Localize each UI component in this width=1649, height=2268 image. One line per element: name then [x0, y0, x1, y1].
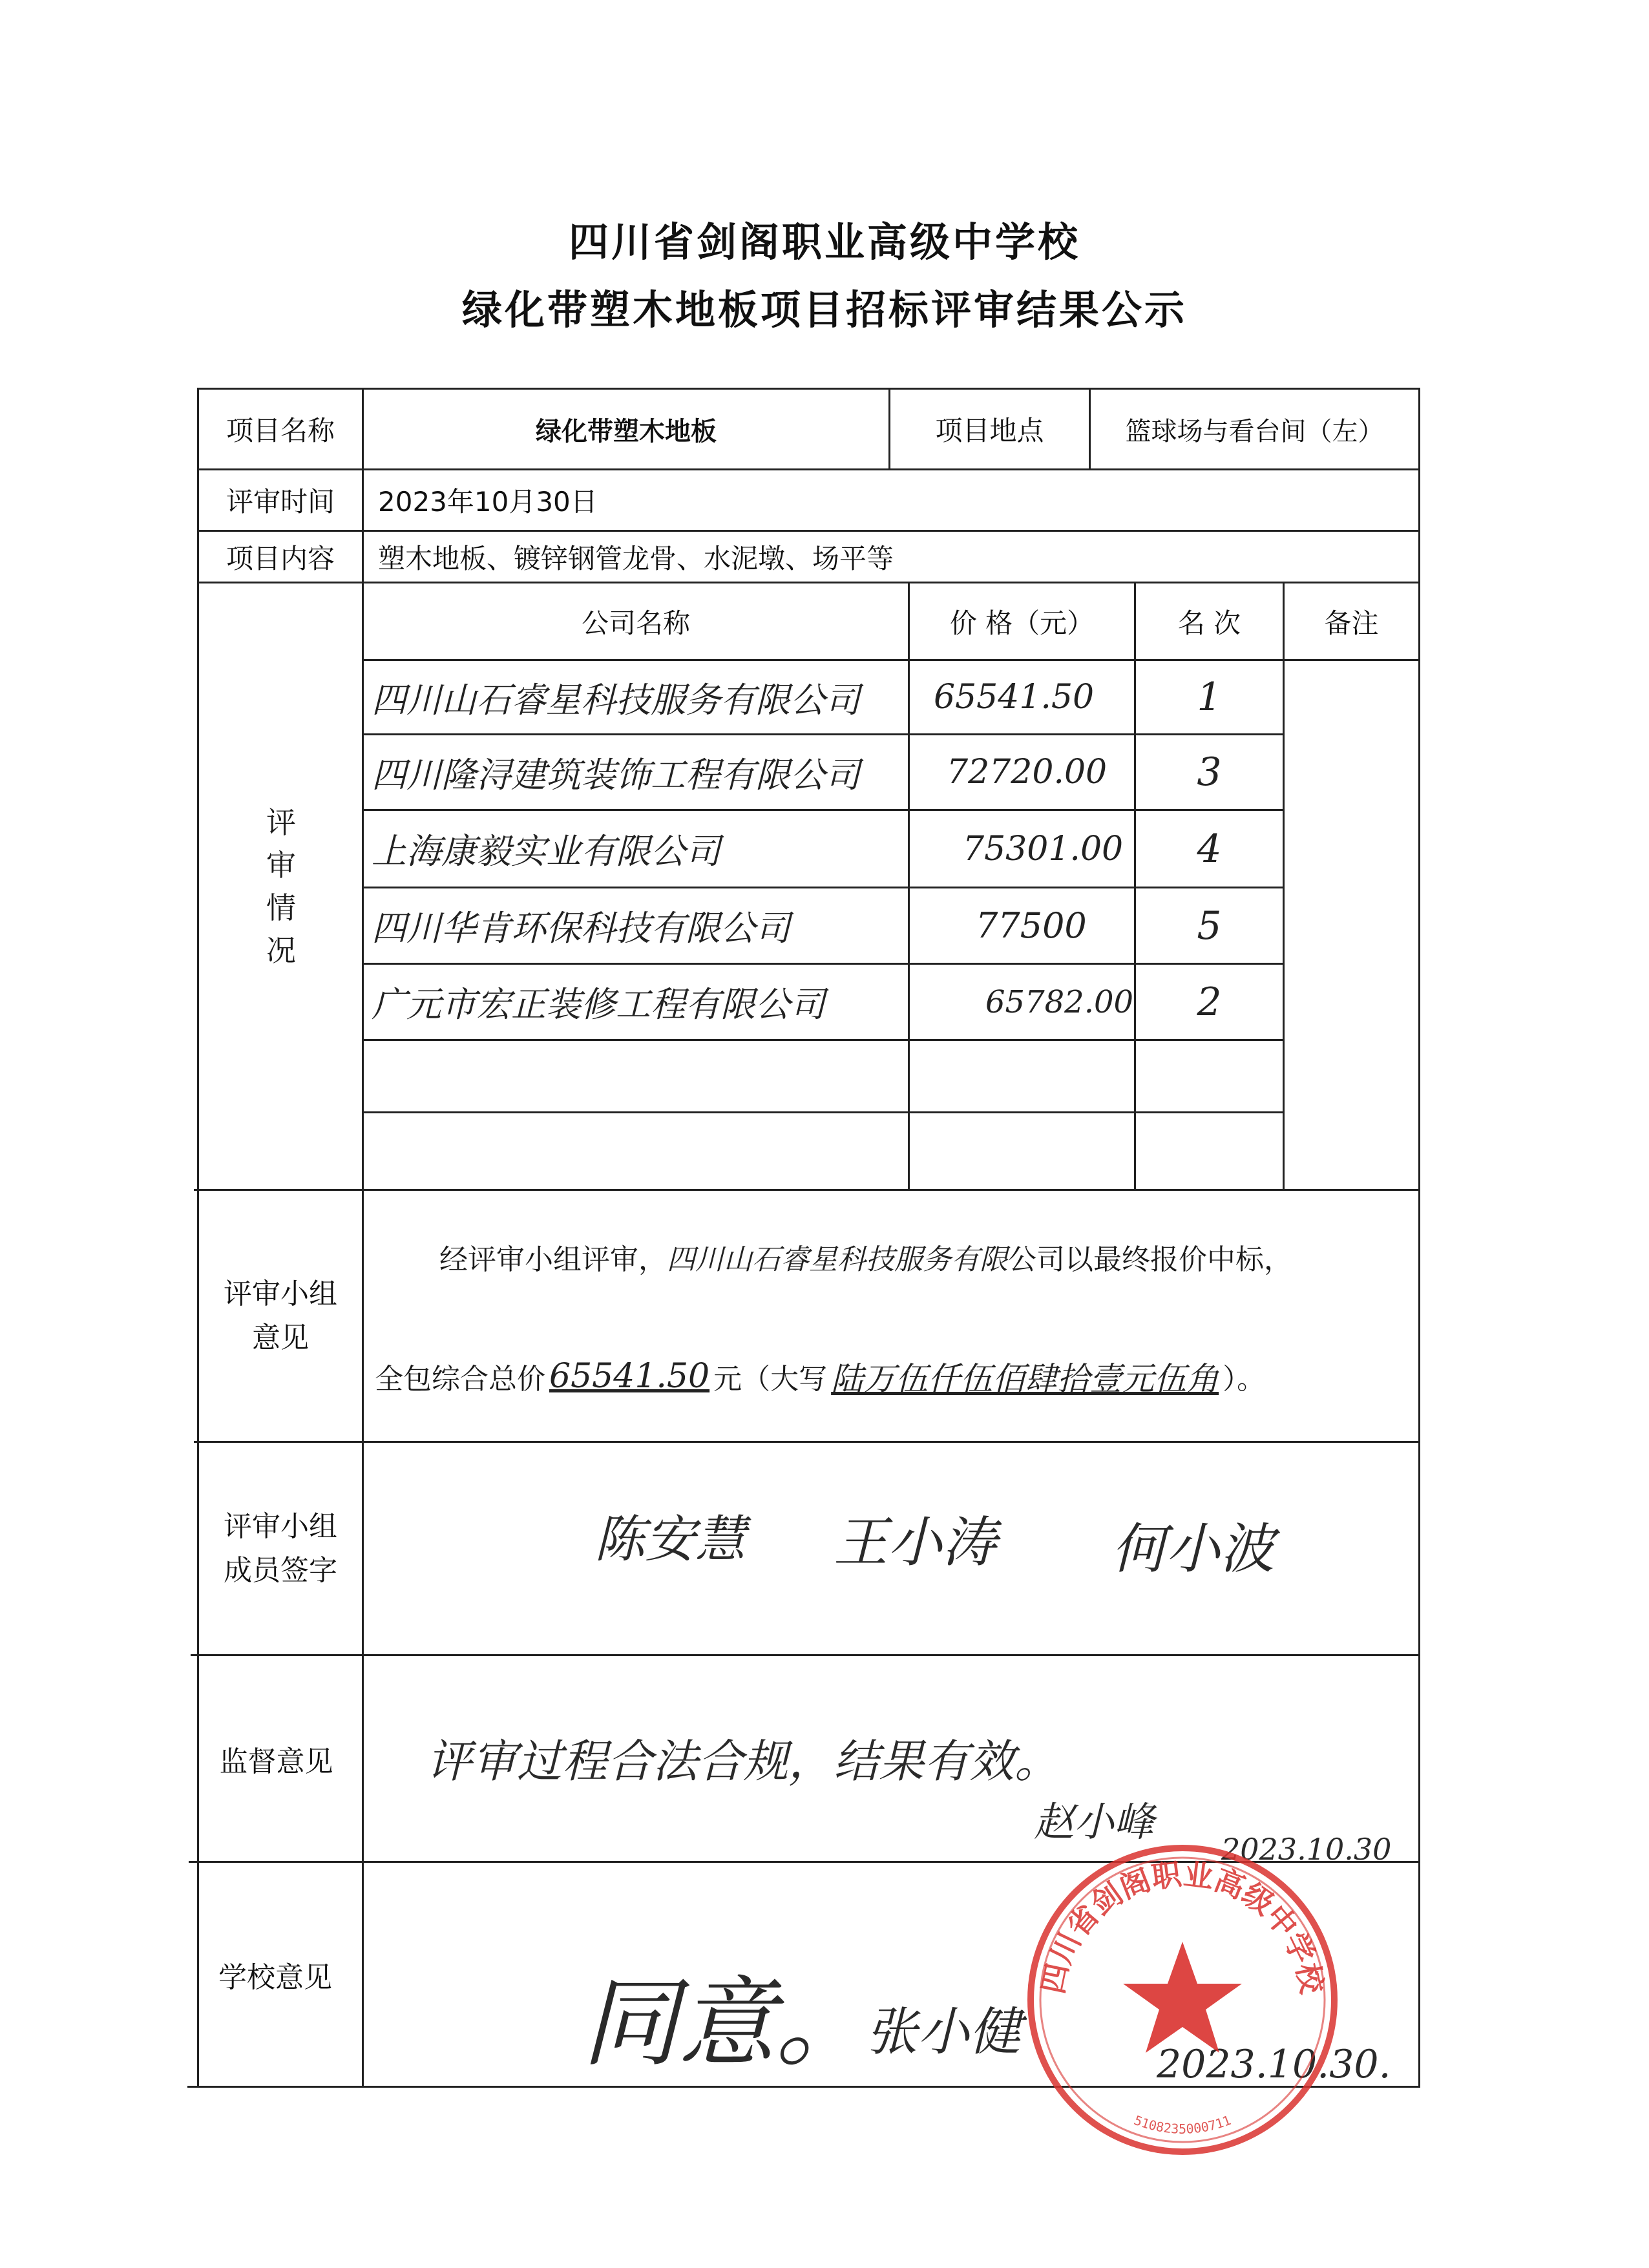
price-cell: 65541.50	[934, 678, 1095, 717]
opinion-label	[199, 1191, 362, 1441]
document-title-line2: 绿化带塑木地板项目招标评审结果公示	[461, 286, 1187, 333]
project-name-value: 绿化带塑木地板	[536, 416, 717, 446]
column-remarks: 备注	[1324, 607, 1379, 639]
column-rank: 名 次	[1177, 607, 1241, 639]
school-opinion: 同意。	[582, 1968, 873, 2080]
supervision-label: 监督意见	[219, 1745, 333, 1778]
company-cell: 四川华肯环保科技有限公司	[372, 908, 790, 949]
supervision-text: 评审过程合法合规，结果有效。	[426, 1735, 1060, 1788]
school-label: 学校意见	[218, 1960, 332, 1994]
project-location-label: 项目地点	[935, 415, 1044, 446]
opinion-text-after: 公司以最终报价中标，	[1008, 1243, 1292, 1276]
rank-cell: 5	[1197, 903, 1222, 949]
official-seal	[1021, 1838, 1344, 2161]
rank-cell: 3	[1197, 750, 1222, 795]
project-content-label: 项目内容	[226, 542, 335, 574]
column-price: 价 格（元）	[949, 607, 1095, 639]
review-date-label: 评审时间	[226, 486, 335, 518]
price-cell: 72720.00	[947, 753, 1108, 792]
rank-cell: 1	[1197, 675, 1222, 720]
column-company: 公司名称	[581, 607, 690, 639]
seal-star-icon	[1123, 1942, 1242, 2053]
school-date: 2023.10.30.	[1157, 2042, 1391, 2087]
signatures-label: 评审小组成员签字	[224, 1509, 337, 1587]
project-name-label: 项目名称	[226, 415, 335, 446]
supervision-signer: 赵小峰	[1034, 1798, 1155, 1845]
review-section-label: 评 审 情 况	[266, 805, 296, 968]
rank-cell: 4	[1197, 826, 1222, 872]
member-signature: 王小涛	[834, 1511, 997, 1574]
price-cell: 65782.00	[985, 983, 1134, 1020]
opinion-line1	[439, 1231, 1409, 1283]
seal-code: 5108235000711	[1131, 2112, 1234, 2137]
school-signer: 张小健	[866, 2002, 1021, 2062]
company-cell: 广元市宏正装修工程有限公司	[372, 984, 825, 1025]
review-date-value: 2023年10月30日	[378, 486, 598, 518]
supervision-date: 2023.10.30	[1221, 1832, 1392, 1867]
opinion-line2	[375, 1347, 1409, 1405]
total-value: 65541.50	[549, 1357, 710, 1396]
member-signature: 陈安慧	[594, 1511, 746, 1569]
company-cell: 上海康毅实业有限公司	[372, 831, 720, 872]
company-cell: 四川山石睿星科技服务有限公司	[372, 679, 860, 720]
opinion-winner: 四川山石睿星科技服务有限	[667, 1243, 1008, 1276]
signatures-label-cell	[199, 1443, 362, 1654]
price-cell: 75301.00	[963, 829, 1124, 868]
total-suffix: ）。	[1223, 1363, 1266, 1396]
project-location-value: 篮球场与看台间（左）	[1125, 416, 1384, 446]
total-prefix: 全包综合总价	[375, 1363, 545, 1396]
member-signature: 何小波	[1111, 1517, 1275, 1580]
project-content-value: 塑木地板、镀锌钢管龙骨、水泥墩、场平等	[378, 542, 894, 574]
rank-cell: 2	[1197, 979, 1222, 1025]
svg-text:5108235000711	[1132, 2112, 1233, 2137]
total-capital: 陆万伍仟伍佰肆拾壹元伍角	[831, 1360, 1219, 1398]
opinion-text-before: 经评审小组评审，	[439, 1243, 667, 1276]
price-cell: 77500	[976, 905, 1087, 946]
seal-text: 四川省剑阁职业高级中学校	[1035, 1856, 1330, 1997]
document-title-line1: 四川省剑阁职业高级中学校	[568, 218, 1080, 266]
total-mid: 元（大写	[713, 1363, 828, 1396]
company-cell: 四川隆浔建筑装饰工程有限公司	[372, 754, 860, 795]
opinion-label-text: 评审小组意见	[224, 1277, 337, 1354]
